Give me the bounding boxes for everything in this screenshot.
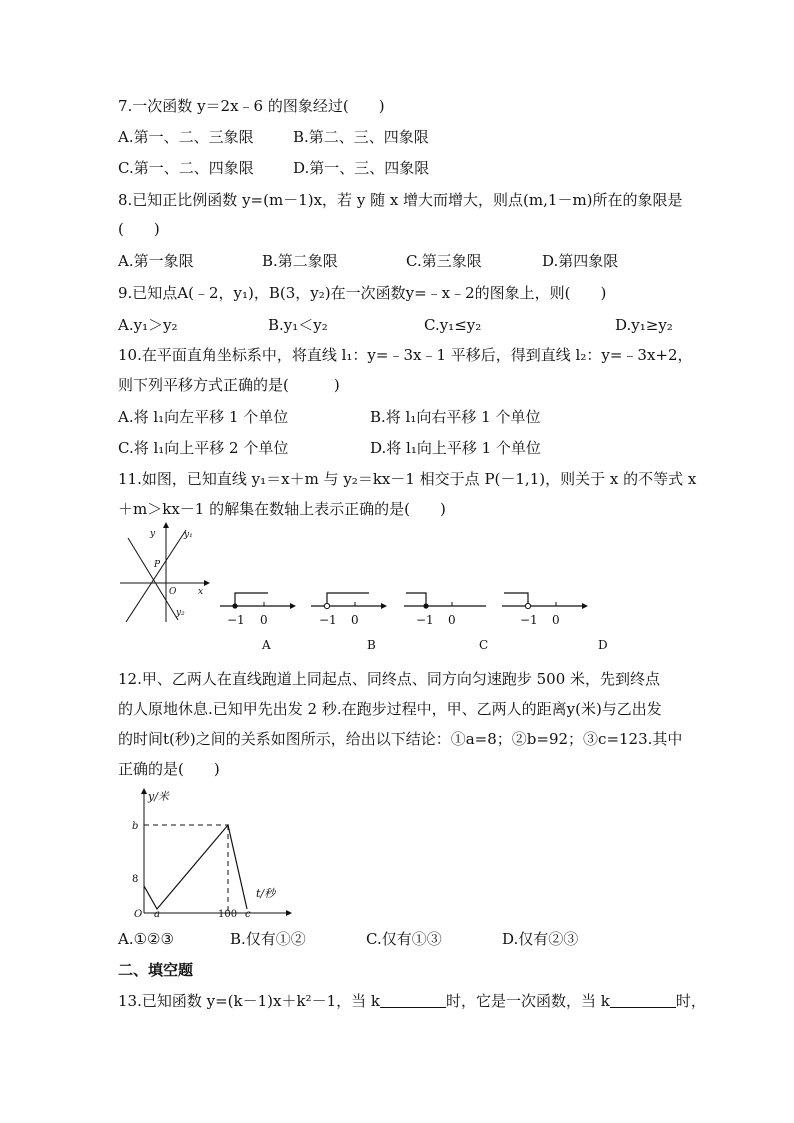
q13-stem: 13.已知函数 y=(k－1)x＋k²－1，当 k 时，它是一次函数，当 k 时，: [118, 992, 706, 1010]
hollow-point: [324, 603, 329, 608]
q12-graph: [118, 786, 298, 921]
svg-text:y/米: y/米: [148, 790, 169, 803]
svg-text:D: D: [598, 638, 608, 652]
answer-blank-2[interactable]: [610, 993, 676, 1008]
svg-text:−1: −1: [227, 613, 245, 627]
q11-stem-cont: ＋m＞kx－1 的解集在数轴上表示正确的是( ): [118, 500, 446, 518]
q7-option-b: B.第二、三、四象限: [293, 128, 429, 146]
q12-line-2: 的人原地休息.已知甲先出发 2 秒.在跑步过程中，甲、乙两人的距离y(米)与乙出发: [118, 700, 662, 718]
q12-option-a: A.①②③: [118, 930, 174, 948]
numberline-a: [220, 585, 300, 655]
fig-label-y: y: [150, 529, 156, 539]
q8-stem: 8.已知正比例函数 y=(m－1)x，若 y 随 x 增大而增大，则点(m,1－m)所在的象限是: [118, 191, 683, 209]
svg-text:0: 0: [351, 613, 359, 627]
q12-option-c: C.仅有①③: [366, 930, 442, 948]
numberline-d: [502, 585, 608, 655]
q12-option-b: B.仅有①②: [230, 930, 306, 948]
fig-label-o: O: [169, 587, 177, 597]
q12-line-4: 正确的是( ): [118, 760, 220, 778]
q10-option-d: D.将 l₁向上平移 1 个单位: [370, 439, 541, 457]
numberline-b: [311, 585, 391, 655]
q8-option-b: B.第二象限: [262, 252, 338, 270]
q10-stem-cont: 则下列平移方式正确的是( ): [118, 376, 340, 394]
q9-option-a: A.y₁＞y₂: [118, 316, 178, 334]
solid-point: [232, 603, 237, 608]
q7-option-d: D.第一、三、四象限: [293, 159, 430, 177]
svg-text:a: a: [154, 909, 160, 920]
q7-option-a: A.第一、二、三象限: [118, 128, 254, 146]
svg-text:−1: −1: [319, 613, 337, 627]
q9-option-d: D.y₁≥y₂: [615, 316, 673, 334]
q9-option-c: C.y₁≤y₂: [424, 316, 482, 334]
q7-option-c: C.第一、二、四象限: [118, 159, 254, 177]
svg-text:C: C: [479, 638, 489, 652]
svg-text:−1: −1: [416, 613, 434, 627]
svg-text:−1: −1: [520, 613, 538, 627]
q7-stem: 7.一次函数 y＝2x﹣6 的图象经过( ): [118, 97, 385, 115]
distance-curve: [144, 825, 247, 909]
svg-text:B: B: [367, 638, 376, 652]
svg-text:c: c: [245, 909, 251, 920]
svg-text:0: 0: [448, 613, 456, 627]
q12-line-1: 12.甲、乙两人在直线跑道上同起点、同终点、同方向匀速跑步 500 米，先到终点: [118, 670, 661, 688]
svg-text:0: 0: [260, 613, 268, 627]
q10-option-a: A.将 l₁向左平移 1 个单位: [118, 408, 289, 426]
fig-label-p: P: [154, 560, 161, 570]
svg-text:t/秒: t/秒: [256, 887, 276, 900]
q11-stem: 11.如图，已知直线 y₁＝x＋m 与 y₂＝kx－1 相交于点 P(－1,1)，则关于 x 的不等式 x: [118, 470, 697, 488]
q12-line-3: 的时间t(秒)之间的关系如图所示，给出以下结论：①a=8；②b=92；③c=123.其中: [118, 730, 683, 748]
fig-label-x: x: [198, 587, 204, 597]
svg-text:O: O: [134, 909, 143, 920]
q12-option-d: D.仅有②③: [502, 930, 579, 948]
q10-stem: 10.在平面直角坐标系中，将直线 l₁：y=﹣3x﹣1 平移后，得到直线 l₂：y=﹣3x+2，: [118, 346, 693, 364]
section-heading: 二、填空题: [118, 961, 194, 979]
hollow-point: [525, 603, 530, 608]
q11-figure: [118, 526, 218, 626]
q8-stem-cont: ( ): [118, 220, 160, 238]
solid-point: [423, 603, 428, 608]
q10-option-b: B.将 l₁向右平移 1 个单位: [370, 408, 541, 426]
numberline-c: [404, 585, 494, 655]
svg-text:0: 0: [552, 613, 560, 627]
q8-option-d: D.第四象限: [542, 252, 619, 270]
q10-option-c: C.将 l₁向上平移 2 个单位: [118, 439, 289, 457]
q9-option-b: B.y₁＜y₂: [268, 316, 328, 334]
q8-option-a: A.第一象限: [118, 252, 194, 270]
svg-text:100: 100: [218, 909, 238, 920]
fig-label-y2: y₂: [176, 608, 185, 618]
q9-stem: 9.已知点A(﹣2，y₁)，B(3，y₂)在一次函数y=﹣x﹣2的图象上，则( ): [118, 284, 607, 302]
q8-option-c: C.第三象限: [406, 252, 482, 270]
answer-blank-1[interactable]: [380, 993, 446, 1008]
fig-label-y1: y₁: [184, 530, 193, 540]
svg-text:b: b: [132, 821, 139, 832]
svg-text:8: 8: [132, 874, 139, 885]
svg-text:A: A: [262, 638, 271, 652]
